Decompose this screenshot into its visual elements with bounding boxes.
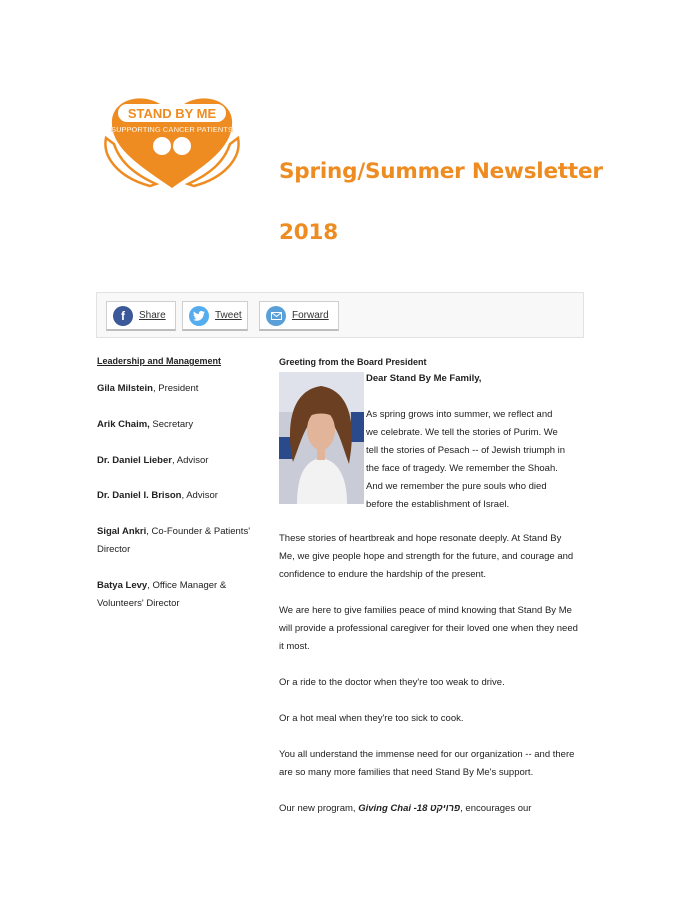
body-paragraph: Or a ride to the doctor when they're too weak to drive.	[279, 677, 505, 688]
greeting-heading: Greeting from the Board President	[279, 357, 427, 367]
salutation: Dear Stand By Me Family,	[366, 373, 482, 384]
email-icon	[266, 306, 286, 326]
share-label: Share	[139, 310, 166, 321]
greeting-line: And we remember the pure souls who died	[366, 481, 547, 492]
person-entry: Arik Chaim, Secretary	[97, 419, 194, 430]
newsletter-year: 2018	[279, 220, 339, 245]
greeting-line: the face of tragedy. We remember the Shoah.	[366, 463, 558, 474]
person-entry: Batya Levy, Office Manager & Volunteers' Director	[97, 580, 227, 609]
president-photo	[279, 372, 364, 504]
tweet-button[interactable]	[182, 301, 248, 331]
greeting-line: before the establishment of Israel.	[366, 499, 510, 510]
forward-button[interactable]	[259, 301, 339, 331]
body-paragraph: These stories of heartbreak and hope resonate deeply. At Stand By Me, we give people hope and strength for the future, and courage and confidence to endure the hardship of the present.	[279, 533, 574, 580]
person-entry: Dr. Daniel I. Brison, Advisor	[97, 490, 218, 501]
svg-text:SUPPORTING CANCER PATIENTS: SUPPORTING CANCER PATIENTS	[111, 125, 233, 134]
newsletter-title: Spring/Summer Newsletter	[279, 159, 603, 184]
stand-by-me-logo	[100, 88, 245, 193]
greeting-line: tell the stories of Pesach -- of Jewish triumph in	[366, 445, 566, 456]
greeting-line: we celebrate. We tell the stories of Purim. We	[366, 427, 558, 438]
president-greeting	[279, 356, 589, 814]
person-entry: Sigal Ankri, Co-Founder & Patients' Director	[97, 526, 251, 555]
body-paragraph: Or a hot meal when they're too sick to cook.	[279, 713, 464, 724]
share-button[interactable]	[106, 301, 176, 331]
body-paragraph: You all understand the immense need for our organization -- and there are so many more families that need Stand By Me's support.	[279, 749, 575, 778]
tweet-label: Tweet	[215, 310, 242, 321]
body-paragraph: We are here to give families peace of mind knowing that Stand By Me will provide a professional caregiver for their loved one when they need it most.	[279, 605, 578, 652]
greeting-line: As spring grows into summer, we reflect and	[366, 409, 553, 420]
leadership-sidebar	[97, 355, 257, 609]
person-entry: Dr. Daniel Lieber, Advisor	[97, 455, 209, 466]
forward-label: Forward	[292, 310, 329, 321]
person-entry: Gila Milstein, President	[97, 383, 199, 394]
share-bar	[96, 292, 584, 338]
twitter-icon	[189, 306, 209, 326]
svg-text:STAND BY ME: STAND BY ME	[127, 106, 217, 121]
facebook-icon: f	[113, 306, 133, 326]
body-paragraph: Our new program, Giving Chai -18 פרויקט, encourages our	[279, 803, 532, 814]
leadership-heading: Leadership and Management	[97, 356, 222, 366]
